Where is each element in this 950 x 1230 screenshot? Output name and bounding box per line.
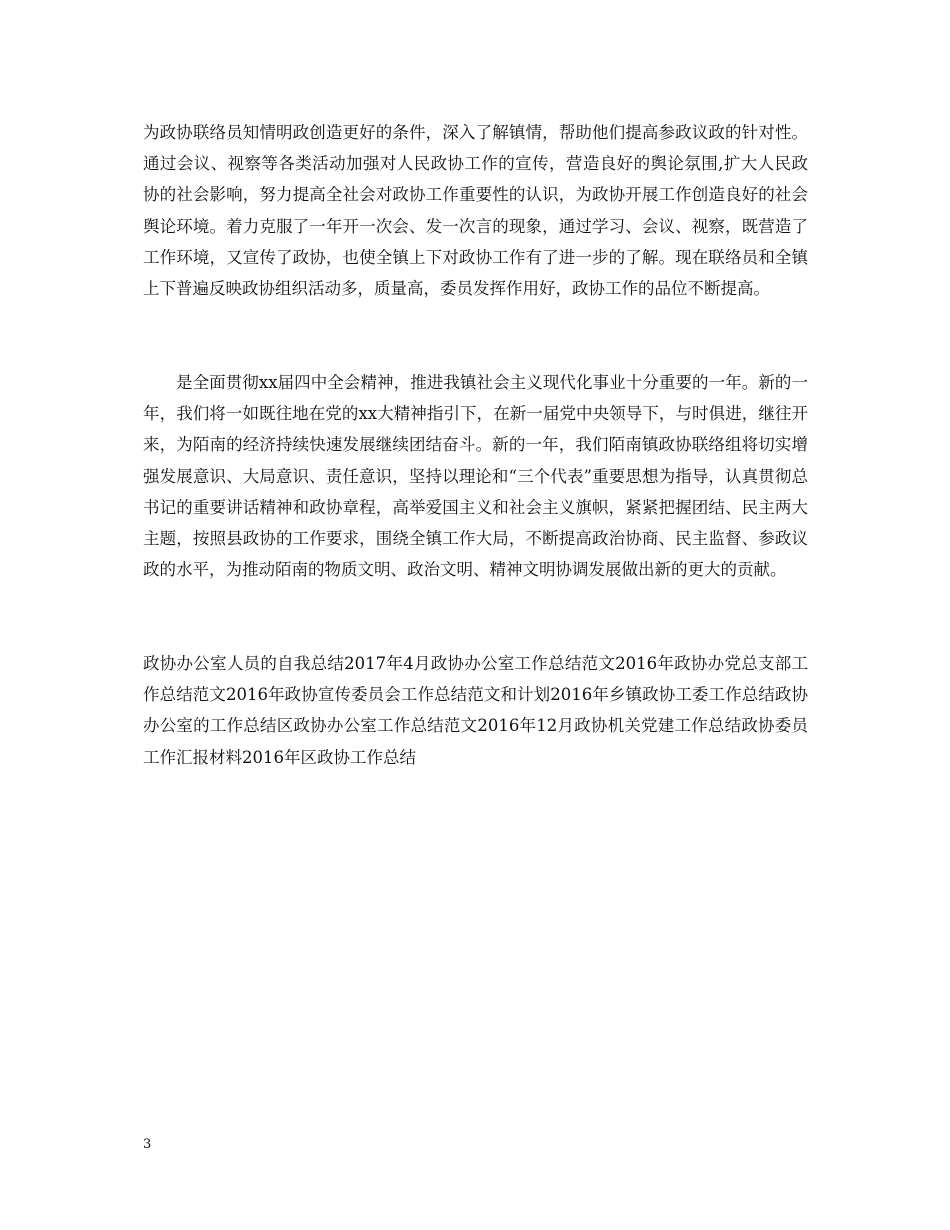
paragraph-text: 是全面贯彻xx届四中全会精神，推进我镇社会主义现代化事业十分重要的一年。新的一年，我们将一如既往地在党的xx大精神指引下，在新一届党中央领导下，与时俱进，继往开来，为陌南的经济持续快速发展继续团结奋斗。新的一年，我们陌南镇政协联络组将切实增强发展意识、大局意识、责任意识，坚持以理论和“三个代表”重要思想为指导，认真贯彻总书记的重要讲话精神和政协章程，高举爱国主义和社会主义旗帜，紧紧把握团结、民主两大主题，按照县政协的工作要求，围绕全镇工作大局，不断提高政治协商、民主监督、参政议政的水平，为推动陌南的物质文明、政治文明、精神文明协调发展做出新的更大的贡献。 [143, 373, 808, 580]
body-paragraph-2 [143, 367, 808, 585]
page-number: 3 [143, 1137, 152, 1152]
related-articles-paragraph [143, 648, 808, 773]
body-paragraph-1 [143, 117, 808, 304]
paragraph-text: 政协办公室人员的自我总结2017年4月政协办公室工作总结范文2016年政协办党总支部工作总结范文2016年政协宣传委员会工作总结范文和计划2016年乡镇政协工委工作总结政协办公室的工作总结区政协办公室工作总结范文2016年12月政协机关党建工作总结政协委员工作汇报材料2016年区政协工作总结 [143, 654, 808, 767]
paragraph-text: 为政协联络员知情明政创造更好的条件，深入了解镇情，帮助他们提高参政议政的针对性。通过会议、视察等各类活动加强对人民政协工作的宣传，营造良好的舆论氛围,扩大人民政协的社会影响，努力提高全社会对政协工作重要性的认识，为政协开展工作创造良好的社会舆论环境。着力克服了一年开一次会、发一次言的现象，通过学习、会议、视察，既营造了工作环境，又宣传了政协，也使全镇上下对政协工作有了进一步的了解。现在联络员和全镇上下普遍反映政协组织活动多，质量高，委员发挥作用好，政协工作的品位不断提高。 [143, 123, 808, 299]
